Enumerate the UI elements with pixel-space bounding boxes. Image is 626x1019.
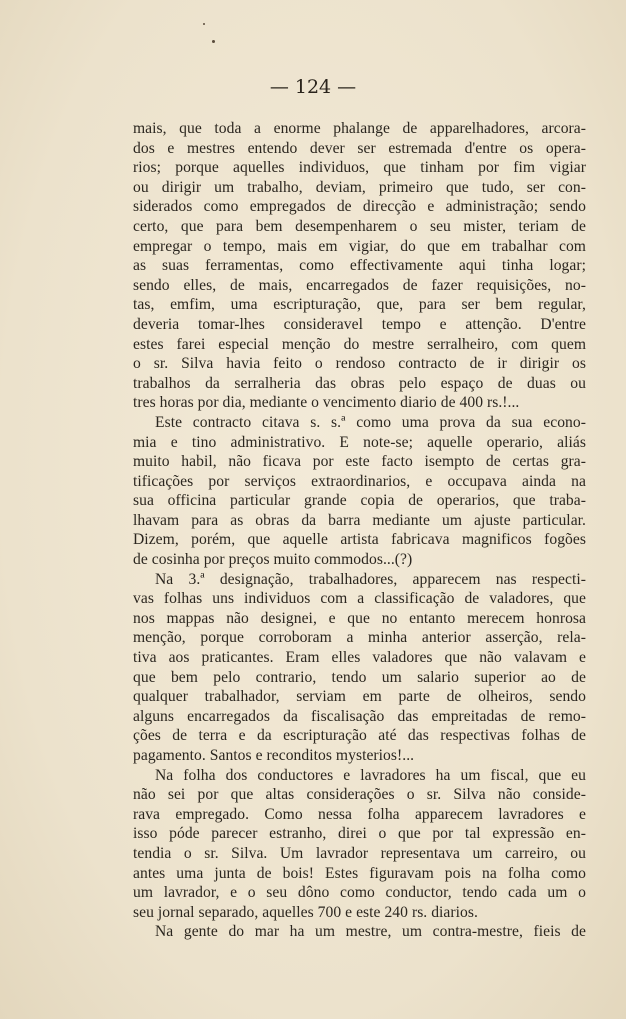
text-line: siderados como empregados de direcção e administração; sendo: [133, 198, 586, 216]
text-line: estes farei especial menção do mestre serralheiro, com quem: [133, 335, 586, 353]
text-line: lhavam para as obras da barra mediante um ajuste particular.: [133, 511, 586, 529]
text-line: ções de terra e da escripturação até das respectivas folhas de: [133, 727, 586, 745]
text-line: as suas ferramentas, como effectivamente aqui tinha logar;: [133, 257, 586, 275]
text-line: pagamento. Santos e reconditos mysterios!...: [133, 747, 415, 764]
text-line: não sei por que altas considerações o sr. Silva não conside-: [133, 786, 586, 804]
ink-speck: [212, 40, 215, 43]
text-line: certo, que para bem desempenharem o seu mister, teriam de: [133, 217, 586, 235]
text-line: de cosinha por preços muito commodos...(?): [133, 551, 413, 569]
text-line: isso póde parecer estranho, direi o que por tal expressão en-: [133, 825, 586, 843]
text-line: o sr. Silva havia feito o rendoso contracto de ir dirigir os: [133, 355, 586, 373]
text-line: que bem pelo contrario, tendo um salario superior ao de: [133, 668, 586, 686]
text-line: trabalhos da serralheria das obras pelo espaço de duas ou: [133, 374, 586, 392]
text-line: mia e tino administrativo. E note-se; aquelle operario, aliás: [133, 433, 586, 451]
text-line: Este contracto citava s. s.ª como uma prova da sua econo-: [155, 413, 586, 431]
text-line: tres horas por dia, mediante o vencimento diario de 400 rs.!...: [133, 394, 520, 412]
body-text: [133, 119, 586, 942]
text-line: muito habil, não ficava por este facto isempto de certas gra-: [133, 453, 586, 471]
text-line: dos e mestres entendo dever ser estremada d'entre os opera-: [133, 139, 586, 157]
text-line: empregar o tempo, mais em vigiar, do que em trabalhar com: [133, 237, 586, 255]
text-line: deveria tomar-lhes consideravel tempo e attenção. D'entre: [133, 315, 586, 333]
text-line: rios; porque aquelles individuos, que tinham por fim vigiar: [133, 159, 586, 177]
text-line: tendia o sr. Silva. Um lavrador representava um carreiro, ou: [133, 844, 586, 862]
text-line: Na 3.ª designação, trabalhadores, apparecem nas respecti-: [155, 570, 586, 588]
text-line: tificações por serviços extraordinarios, e occupava ainda na: [133, 472, 586, 490]
text-line: sendo elles, de mais, encarregados de fazer requisições, no-: [133, 276, 586, 294]
text-line: nos mappas não designei, e que no entanto merecem honrosa: [133, 609, 586, 627]
text-line: ou dirigir um trabalho, deviam, primeiro que tudo, ser con-: [133, 178, 586, 196]
text-line: um lavrador, e o seu dôno como conductor, tendo cada um o: [133, 884, 586, 902]
text-line: Na gente do mar ha um mestre, um contra-mestre, fieis de: [155, 923, 586, 941]
text-line: seu jornal separado, aquelles 700 e este 240 rs. diarios.: [133, 903, 478, 921]
text-line: mais, que toda a enorme phalange de apparelhadores, arcora-: [133, 120, 586, 137]
text-line: tas, emfim, uma escripturação, que, para ser bem regular,: [133, 296, 586, 314]
text-line: rava empregado. Como nessa folha apparecem lavradores e: [133, 805, 586, 823]
text-line: menção, porque corroboram a minha anterior asserção, rela-: [133, 629, 586, 647]
text-line: antes uma junta de bois! Estes figuravam pois na folha como: [133, 864, 586, 882]
text-line: alguns encarregados da fiscalisação das empreitadas de remo-: [133, 707, 586, 725]
text-line: qualquer trabalhador, serviam em parte de olheiros, sendo: [133, 688, 586, 706]
text-line: Na folha dos conductores e lavradores ha um fiscal, que eu: [155, 766, 586, 784]
text-line: sua officina particular grande copia de operarios, que traba-: [133, 492, 586, 510]
ink-speck: [203, 23, 205, 25]
text-line: tiva aos praticantes. Eram elles valadores que não valavam e: [133, 649, 586, 667]
text-line: Dizem, porém, que aquelle artista fabricava magnificos fogões: [133, 531, 586, 549]
text-line: vas folhas uns individuos com a classificação de valadores, que: [133, 590, 586, 608]
page-number: — 124 —: [269, 76, 357, 98]
